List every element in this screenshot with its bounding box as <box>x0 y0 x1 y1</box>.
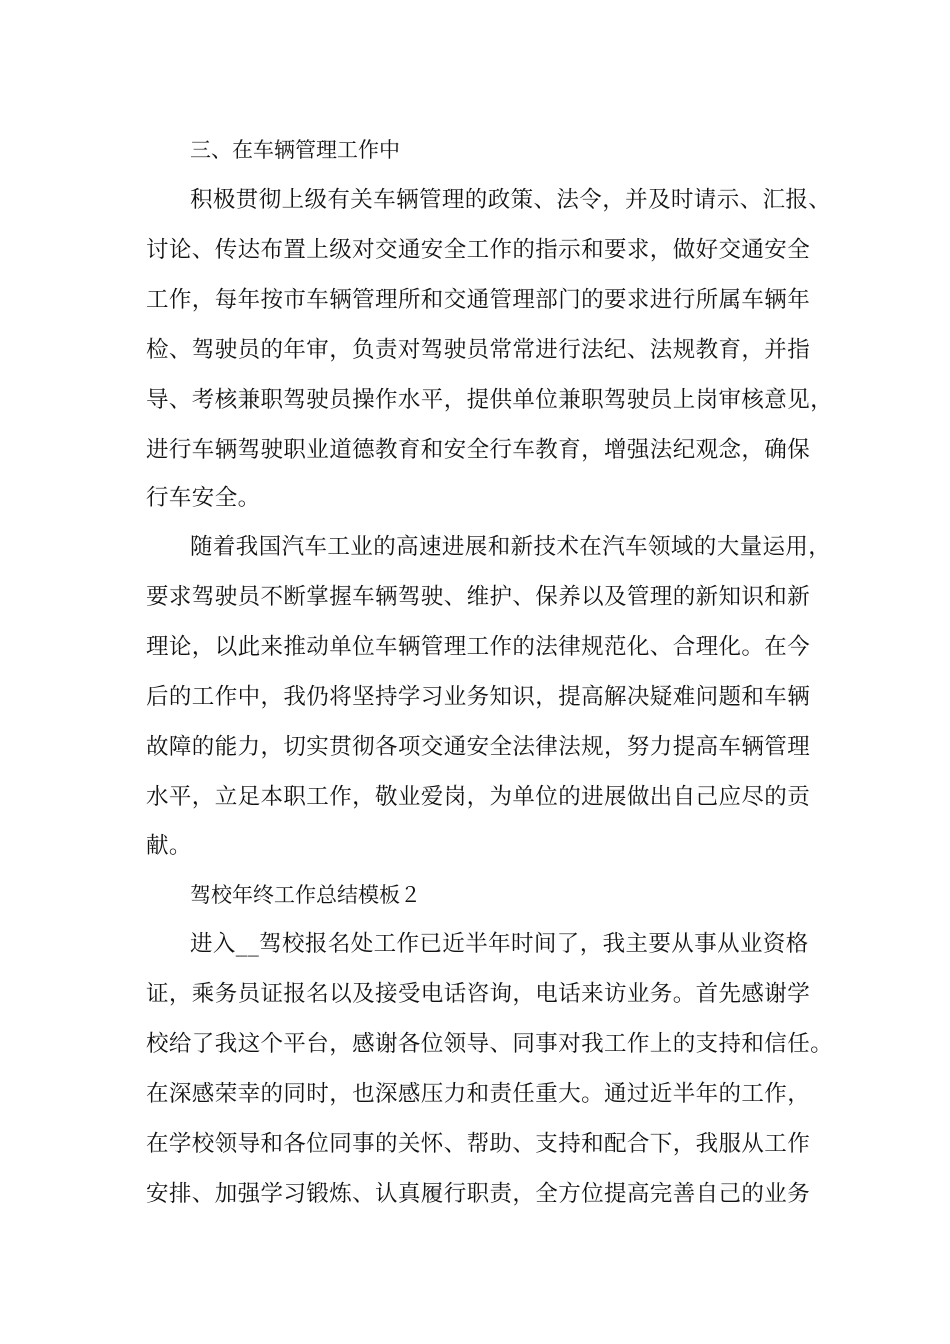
paragraph-line: 工作，每年按市车辆管理所和交通管理部门的要求进行所属车辆年 <box>146 287 811 313</box>
paragraph-line: 随着我国汽车工业的高速进展和新技术在汽车领域的大量运用， <box>190 534 832 560</box>
paragraph-line: 故障的能力，切实贯彻各项交通安全法律法规，努力提高车辆管理 <box>146 734 811 760</box>
paragraph-line: 积极贯彻上级有关车辆管理的政策、法令，并及时请示、汇报、 <box>190 187 832 213</box>
paragraph-line: 理论，以此来推动单位车辆管理工作的法律规范化、合理化。在今 <box>146 634 811 660</box>
paragraph-line: 检、驾驶员的年审，负责对驾驶员常常进行法纪、法规教育，并指 <box>146 337 811 363</box>
paragraph-line: 进行车辆驾驶职业道德教育和安全行车教育，增强法纪观念，确保 <box>146 437 811 463</box>
paragraph-line: 进入__驾校报名处工作已近半年时间了，我主要从事从业资格 <box>190 931 809 957</box>
paragraph-line: 在学校领导和各位同事的关怀、帮助、支持和配合下，我服从工作 <box>146 1131 811 1157</box>
paragraph-line: 校给了我这个平台，感谢各位领导、同事对我工作上的支持和信任。 <box>146 1031 834 1057</box>
template-title: 驾校年终工作总结模板２ <box>190 883 421 907</box>
paragraph-line: 行车安全。 <box>146 485 261 511</box>
paragraph-line: 水平，立足本职工作，敬业爱岗，为单位的进展做出自己应尽的贡 <box>146 784 811 810</box>
paragraph-line: 后的工作中，我仍将坚持学习业务知识，提高解决疑难问题和车辆 <box>146 684 811 710</box>
section-heading: 三、在车辆管理工作中 <box>190 138 400 162</box>
paragraph-line: 要求驾驶员不断掌握车辆驾驶、维护、保养以及管理的新知识和新 <box>146 584 811 610</box>
paragraph-line: 在深感荣幸的同时，也深感压力和责任重大。通过近半年的工作， <box>146 1081 811 1107</box>
paragraph-line: 证，乘务员证报名以及接受电话咨询，电话来访业务。首先感谢学 <box>146 981 811 1007</box>
paragraph-line: 导、考核兼职驾驶员操作水平，提供单位兼职驾驶员上岗审核意见， <box>146 387 834 413</box>
paragraph-line: 讨论、传达布置上级对交通安全工作的指示和要求，做好交通安全 <box>146 237 811 263</box>
paragraph-line: 献。 <box>146 833 192 859</box>
paragraph-line: 安排、加强学习锻炼、认真履行职责，全方位提高完善自己的业务 <box>146 1181 811 1207</box>
